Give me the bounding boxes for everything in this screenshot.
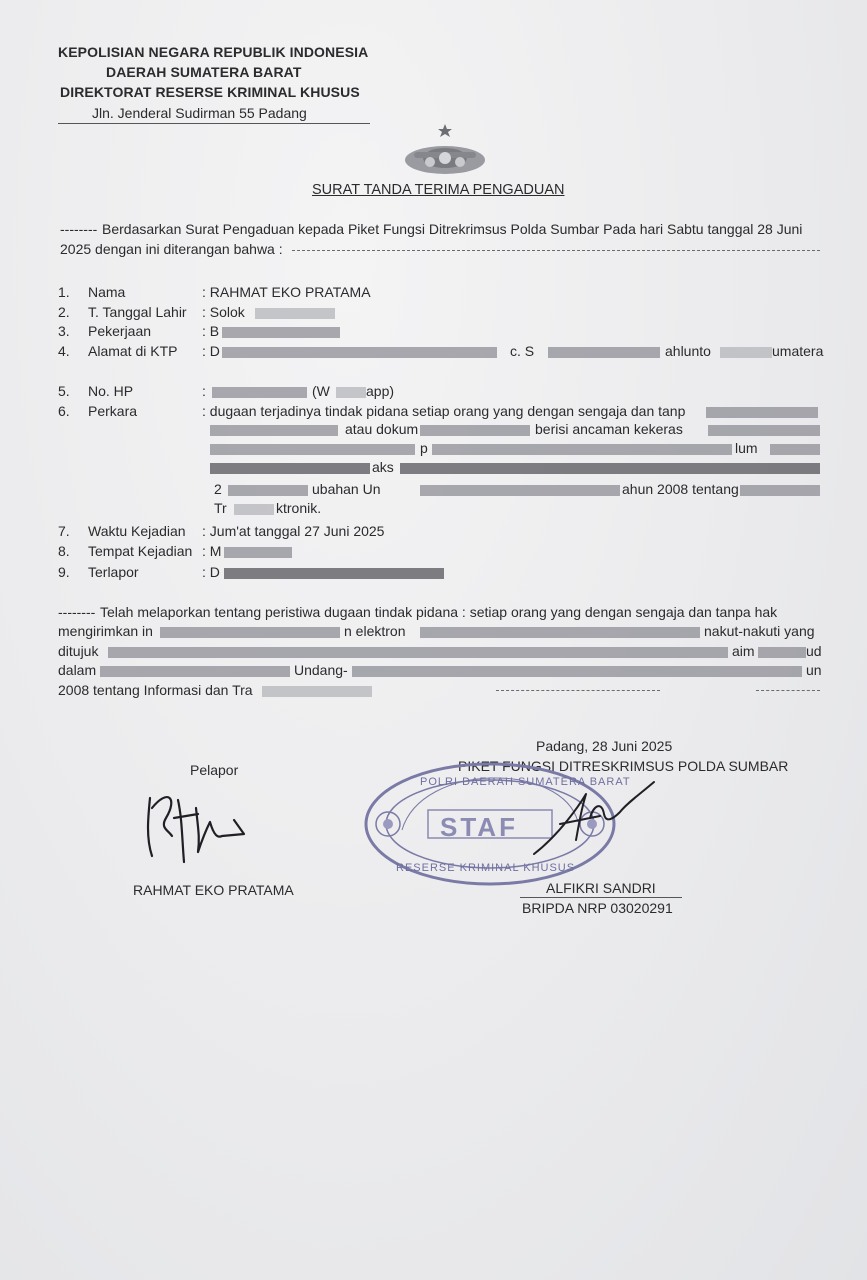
header-institution: KEPOLISIAN NEGARA REPUBLIK INDONESIA (58, 44, 369, 60)
redacted-block (720, 347, 772, 358)
header-region: DAERAH SUMATERA BARAT (106, 64, 302, 80)
redacted-block (210, 425, 338, 436)
reporter-name: RAHMAT EKO PRATAMA (133, 882, 294, 898)
redacted-block (336, 387, 366, 398)
field-label-occupation: Pekerjaan (88, 323, 152, 339)
officer-rank: BRIPDA NRP 03020291 (522, 900, 673, 916)
phone-fragment: (W (312, 383, 330, 399)
redacted-block (770, 444, 820, 455)
field-value-name: : RAHMAT EKO PRATAMA (202, 284, 371, 300)
field-value-case: : dugaan terjadinya tindak pidana setiap orang yang dengan sengaja dan tanp (202, 403, 686, 419)
closing-fragment: ditujuk (58, 643, 99, 659)
closing-fragment: 2008 tentang Informasi dan Tra (58, 682, 253, 698)
officer-name-underline (520, 897, 682, 898)
redacted-block (234, 504, 274, 515)
field-value-birth: : Solok (202, 304, 245, 320)
redacted-block (100, 666, 290, 677)
redacted-block (740, 485, 820, 496)
intro-line-2: 2025 dengan ini diterangan bahwa : (60, 241, 283, 257)
redacted-block (224, 547, 292, 558)
field-label-reported: Terlapor (88, 564, 139, 580)
intro-dashes: -------- (60, 221, 98, 237)
redacted-block (212, 387, 307, 398)
redacted-block (224, 568, 444, 579)
case-fragment: ubahan Un (312, 481, 381, 497)
case-fragment: Tr (214, 500, 227, 516)
document-title: SURAT TANDA TERIMA PENGADUAN (312, 182, 565, 198)
closing-fragment: ud (806, 643, 822, 659)
field-value-phone: : (202, 383, 206, 399)
case-fragment: p (420, 440, 428, 456)
closing-fill-dashes (496, 690, 660, 691)
address-fragment: c. S (510, 343, 535, 359)
field-number: 9. (58, 564, 70, 580)
case-fragment: ktronik. (276, 500, 322, 516)
field-number: 7. (58, 523, 70, 539)
closing-fragment: n elektron (344, 623, 406, 639)
field-number: 6. (58, 403, 70, 419)
field-label-phone: No. HP (88, 383, 134, 399)
closing-fragment: dalam (58, 662, 97, 678)
redacted-block (108, 647, 728, 658)
closing-dashes: -------- (58, 604, 96, 620)
signing-date: Padang, 28 Juni 2025 (536, 738, 673, 754)
redacted-block (222, 347, 497, 358)
field-number: 4. (58, 343, 70, 359)
case-fragment: atau dokum (345, 421, 419, 437)
field-value-address: : D (202, 343, 220, 359)
field-number: 3. (58, 323, 70, 339)
office-label: PIKET FUNGSI DITRESKRIMSUS POLDA SUMBAR (458, 758, 789, 774)
reporter-label: Pelapor (190, 762, 239, 778)
redacted-block (222, 327, 340, 338)
redacted-block (400, 463, 820, 474)
field-value-time: : Jum'at tanggal 27 Juni 2025 (202, 523, 385, 539)
redacted-block (708, 425, 820, 436)
field-label-case: Perkara (88, 403, 138, 419)
phone-fragment: app) (366, 383, 395, 399)
field-label-birth: T. Tanggal Lahir (88, 304, 187, 320)
field-number: 2. (58, 304, 70, 320)
header-directorate: DIREKTORAT RESERSE KRIMINAL KHUSUS (60, 84, 360, 100)
officer-name: ALFIKRI SANDRI (546, 880, 656, 896)
field-number: 8. (58, 543, 70, 559)
stamp-center-text: STAF (440, 812, 518, 842)
redacted-block (548, 347, 660, 358)
case-fragment: lum (735, 440, 758, 456)
redacted-block (420, 485, 620, 496)
stamp-bottom-text: RESERSE KRIMINAL KHUSUS (396, 862, 576, 874)
closing-fragment: un (806, 662, 822, 678)
closing-fragment: mengirimkan in (58, 623, 153, 639)
field-value-place: : M (202, 543, 222, 559)
redacted-block (706, 407, 818, 418)
redacted-block (228, 485, 308, 496)
closing-fragment: aim (732, 643, 755, 659)
police-emblem-icon (402, 122, 488, 178)
closing-line-1: Telah melaporkan tentang peristiwa dugaan tindak pidana : setiap orang yang dengan sengaja dan tanpa hak (100, 604, 778, 620)
field-number: 1. (58, 284, 70, 300)
redacted-block (160, 627, 340, 638)
redacted-block (352, 666, 802, 677)
field-label-time: Waktu Kejadian (88, 523, 186, 539)
field-value-occupation: : B (202, 323, 220, 339)
redacted-block (432, 444, 732, 455)
redacted-block (210, 444, 415, 455)
header-underline (58, 123, 370, 124)
field-number: 5. (58, 383, 70, 399)
case-fragment: 2 (214, 481, 222, 497)
redacted-block (210, 463, 370, 474)
closing-fragment: nakut-nakuti yang (704, 623, 815, 639)
case-fragment: aks (372, 459, 394, 475)
case-fragment: berisi ancaman kekeras (535, 421, 683, 437)
stamp-top-text: POLRI DAERAH SUMATERA BARAT (420, 776, 631, 788)
case-fragment: ahun 2008 tentang (622, 481, 739, 497)
closing-fill-dashes (756, 690, 820, 691)
address-fragment: ahlunto (665, 343, 711, 359)
redacted-block (420, 627, 700, 638)
field-label-place: Tempat Kejadian (88, 543, 193, 559)
redacted-block (262, 686, 372, 697)
officer-signature (530, 774, 670, 864)
redacted-block (420, 425, 530, 436)
intro-line-1: Berdasarkan Surat Pengaduan kepada Piket Fungsi Ditrekrimsus Polda Sumbar Pada hari Sabtu tanggal 28 Juni (102, 221, 803, 237)
redacted-block (758, 647, 806, 658)
reporter-signature (138, 778, 258, 868)
closing-fragment: Undang- (294, 662, 348, 678)
address-fragment: umatera (772, 343, 824, 359)
field-label-address: Alamat di KTP (88, 343, 178, 359)
field-label-name: Nama (88, 284, 126, 300)
intro-fill-dashes (292, 250, 820, 251)
redacted-block (255, 308, 335, 319)
field-value-reported: : D (202, 564, 220, 580)
header-address: Jln. Jenderal Sudirman 55 Padang (92, 105, 307, 121)
